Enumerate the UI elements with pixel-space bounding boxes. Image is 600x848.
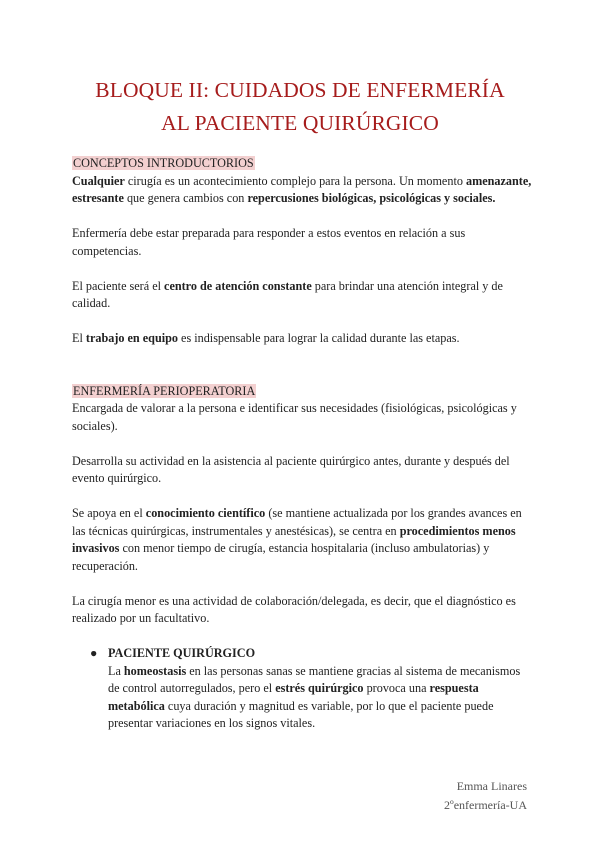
footer <box>444 777 527 815</box>
document-body <box>72 155 532 733</box>
footer-course: 2ºenfermería-UA <box>443 798 527 812</box>
bullet-item <box>90 645 532 733</box>
paragraph: El trabajo en equipo es indispensable para lograr la calidad durante las etapas. <box>72 331 460 345</box>
section-heading-perioperatoria: ENFERMERÍA PERIOPERATORIA <box>73 383 256 398</box>
paragraph: Cualquier cirugía es un acontecimiento complejo para la persona. Un momento amenazante, estresante que genera cambios con repercusiones biológicas, psicológicas y sociales. <box>72 173 532 205</box>
title-line-1: BLOQUE II: CUIDADOS DE ENFERMERÍA <box>95 78 505 102</box>
paragraph: Encargada de valorar a la persona e identificar sus necesidades (fisiológicas, psicológicas y sociales). <box>72 401 517 433</box>
bullet-text: La homeostasis en las personas sanas se mantiene gracias al sistema de mecanismos de control autorregulados, pero el estrés quirúrgico provoca una respuesta metabólica cuya duración y magnitud es variable, por lo que el paciente puede presentar variaciones en los signos vitales. <box>108 663 521 730</box>
footer-author: Emma Linares <box>456 779 527 793</box>
section-heading-conceptos: CONCEPTOS INTRODUCTORIOS <box>73 156 254 170</box>
bullet-title: PACIENTE QUIRÚRGICO <box>108 646 256 660</box>
paragraph: La cirugía menor es una actividad de colaboración/delegada, es decir, que el diagnóstico es realizado por un facultativo. <box>72 593 516 625</box>
paragraph: Desarrolla su actividad en la asistencia al paciente quirúrgico antes, durante y después del evento quirúrgico. <box>72 453 510 485</box>
paragraph: El paciente será el centro de atención constante para brindar una atención integral y de calidad. <box>72 278 503 310</box>
title-line-2: AL PACIENTE QUIRÚRGICO <box>161 111 439 135</box>
bullet-icon: ● <box>90 646 98 660</box>
paragraph: Enfermería debe estar preparada para responder a estos eventos en relación a sus competencias. <box>72 226 466 258</box>
page-title <box>40 74 560 140</box>
paragraph: Se apoya en el conocimiento científico (se mantiene actualizada por los grandes avances en las técnicas quirúrgicas, instrumentales y anestésicas), se centra en procedimientos menos invasivos con menor tiempo de cirugía, estancia hospitalaria (incluso ambulatorias) y recuperación. <box>72 506 522 573</box>
